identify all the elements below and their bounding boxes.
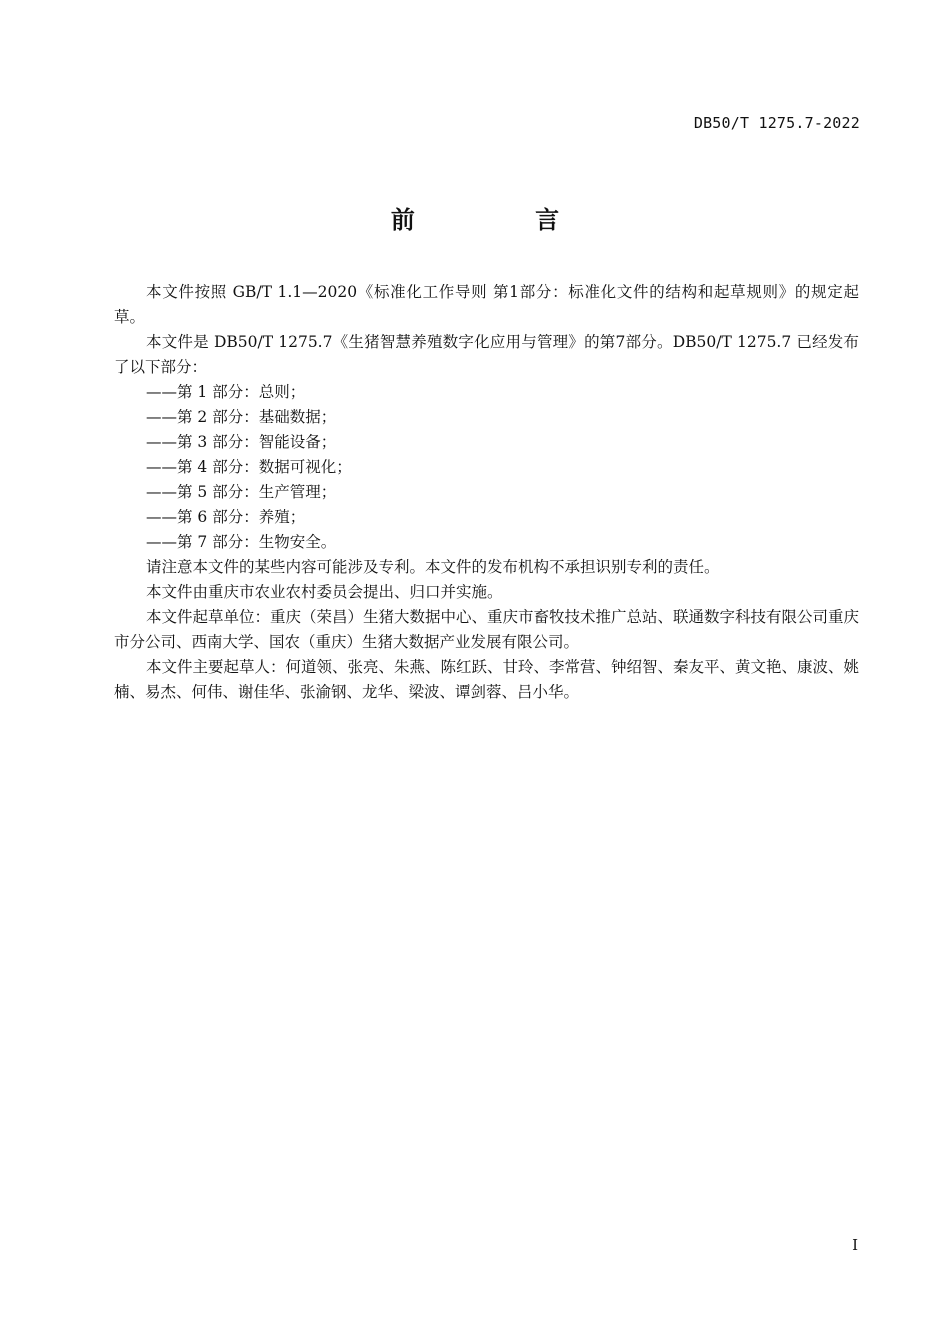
paragraph-patent-notice: 请注意本文件的某些内容可能涉及专利。本文件的发布机构不承担识别专利的责任。: [146, 558, 720, 576]
paragraph-drafting-rules: 本文件按照 GB/T 1.1—2020《标准化工作导则 第1部分：标准化文件的结构和起草规则》的规定起草。: [114, 283, 859, 326]
parts-list: [114, 380, 859, 555]
page-number: I: [852, 1236, 858, 1254]
page-title: 前 言: [390, 206, 616, 234]
list-item: ——第 4 部分：数据可视化；: [146, 458, 352, 476]
document-code: DB50/T 1275.7-2022: [693, 114, 860, 132]
list-item: ——第 6 部分：养殖；: [146, 508, 306, 526]
paragraph-drafters: 本文件主要起草人：何道领、张亮、朱燕、陈红跃、甘玲、李常营、钟绍智、秦友平、黄文艳、康波、姚楠、易杰、何伟、谢佳华、张渝钢、龙华、梁波、谭剑蓉、吕小华。: [114, 658, 860, 701]
list-item: ——第 1 部分：总则；: [146, 383, 306, 401]
paragraph-proposer: 本文件由重庆市农业农村委员会提出、归口并实施。: [146, 583, 503, 601]
list-item: ——第 5 部分：生产管理；: [146, 483, 337, 501]
paragraph-drafting-units: 本文件起草单位：重庆（荣昌）生猪大数据中心、重庆市畜牧技术推广总站、联通数字科技有限公司重庆市分公司、西南大学、国农（重庆）生猪大数据产业发展有限公司。: [114, 608, 860, 651]
document-body: [114, 280, 859, 705]
list-item: ——第 2 部分：基础数据；: [146, 408, 337, 426]
list-item: ——第 7 部分：生物安全。: [146, 533, 337, 551]
paragraph-series-intro: 本文件是 DB50/T 1275.7《生猪智慧养殖数字化应用与管理》的第7部分。DB50/T 1275.7 已经发布了以下部分：: [114, 333, 859, 376]
list-item: ——第 3 部分：智能设备；: [146, 433, 337, 451]
